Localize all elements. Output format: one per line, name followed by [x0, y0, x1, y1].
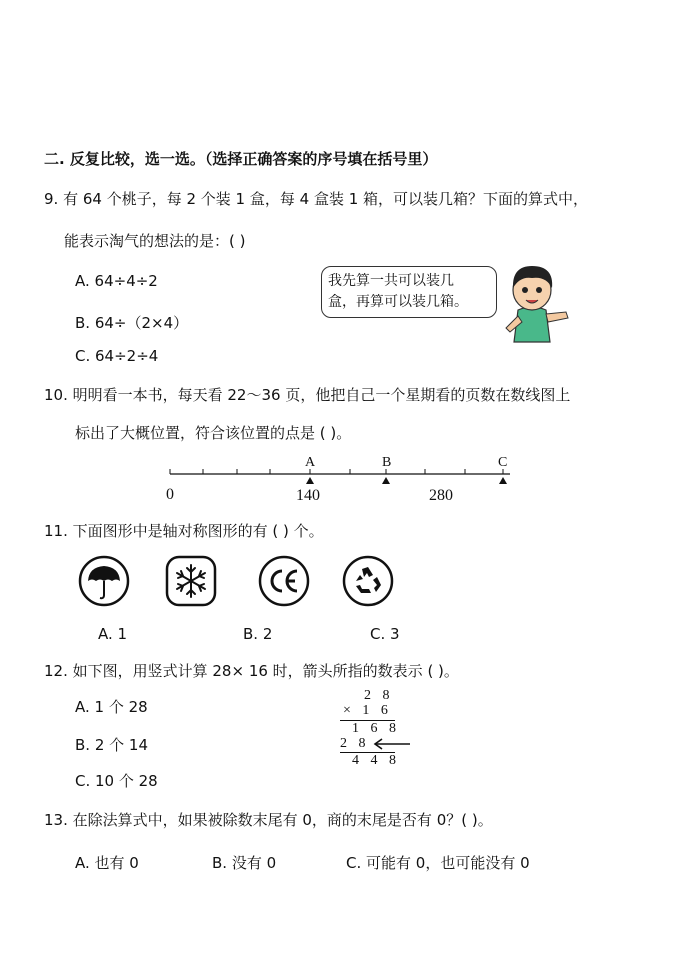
ce-mark-icon — [258, 555, 310, 607]
point-b-label: B — [382, 455, 392, 470]
recycle-icon — [342, 555, 394, 607]
tick-label-0: 0 — [166, 486, 174, 503]
calc-row-4: 2 8 — [340, 736, 370, 751]
q12-option-a: A. 1 个 28 — [75, 698, 148, 716]
umbrella-icon — [78, 555, 130, 607]
q12-line1: 12. 如下图，用竖式计算 28× 16 时，箭头所指的数表示 ( )。 — [44, 662, 459, 680]
q12-option-b: B. 2 个 14 — [75, 736, 148, 754]
q13-option-c: C. 可能有 0，也可能没有 0 — [346, 854, 530, 872]
q9-line1: 9. 有 64 个桃子，每 2 个装 1 盒，每 4 盒装 1 箱，可以装几箱？下面的算式中， — [44, 190, 589, 208]
tick-label-140: 140 — [296, 487, 320, 504]
speech-bubble — [321, 266, 497, 318]
point-c-label: C — [498, 455, 508, 470]
q13-option-a: A. 也有 0 — [75, 854, 139, 872]
q10-line1: 10. 明明看一本书，每天看 22～36 页，他把自己一个星期看的页数在数线图上 — [44, 386, 571, 404]
q11-line1: 11. 下面图形中是轴对称图形的有 ( ) 个。 — [44, 522, 324, 540]
q13-option-b: B. 没有 0 — [212, 854, 277, 872]
point-a-label: A — [305, 455, 316, 470]
q11-option-c: C. 3 — [370, 625, 400, 643]
q10-line2: 标出了大概位置，符合该位置的点是 ( )。 — [75, 424, 352, 442]
boy-cartoon-icon — [496, 258, 576, 344]
q9-option-b: B. 64÷（2×4） — [75, 314, 189, 332]
snowflake-icon — [165, 555, 217, 607]
q11-option-b: B. 2 — [243, 625, 273, 643]
bubble-line-1: 我先算一共可以装几 — [328, 273, 454, 289]
q9-option-c: C. 64÷2÷4 — [75, 347, 159, 365]
tick-label-280: 280 — [429, 487, 453, 504]
arrow-left-icon — [372, 737, 412, 751]
q12-option-c: C. 10 个 28 — [75, 772, 158, 790]
section-title: 二. 反复比较，选一选。（选择正确答案的序号填在括号里） — [44, 150, 438, 168]
number-line — [160, 452, 520, 508]
q9-option-a: A. 64÷4÷2 — [75, 272, 158, 290]
calc-row-2: × 1 6 — [343, 703, 392, 718]
calc-row-1: 2 8 — [364, 688, 394, 703]
calc-row-5: 4 4 8 — [352, 753, 400, 768]
q13-line1: 13. 在除法算式中，如果被除数末尾有 0，商的末尾是否有 0？( )。 — [44, 811, 493, 829]
q9-line2: 能表示淘气的想法的是：( ) — [64, 232, 246, 250]
calc-row-3: 1 6 8 — [352, 721, 400, 736]
q11-option-a: A. 1 — [98, 625, 128, 643]
bubble-line-2: 盒，再算可以装几箱。 — [328, 294, 468, 310]
